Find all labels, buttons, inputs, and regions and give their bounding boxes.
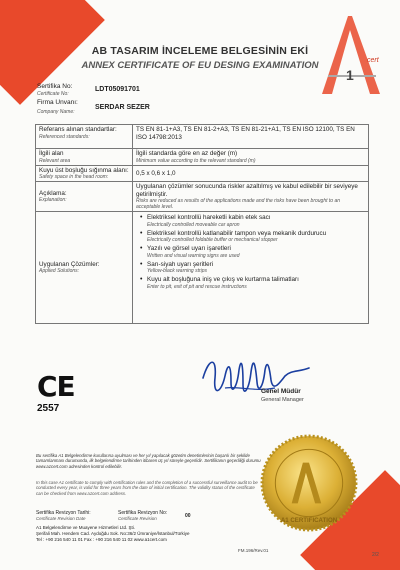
standards-value: TS EN 81-1+A3, TS EN 81-2+A3, TS EN 81-21+A1, TS EN ISO 12100, TS EN ISO 14798:2013 xyxy=(136,126,355,141)
solutions-label-en: Applied Solutions: xyxy=(39,268,80,275)
list-item xyxy=(140,261,365,275)
solution-text: • Sarı-siyah uyarı şeritleri xyxy=(147,260,214,268)
safety-space-label: Kuyu üst boşluğu sığınma alanı: xyxy=(39,166,129,174)
revision-no-value: 00 xyxy=(185,513,191,519)
validity-note: Bu sertifika A1 Belgelendirme kurullarına uyulması ve her yıl yapılacak gözetim denetimlerinin başarılı bir şekilde tamamlanması durumunda, ilk belgelendirme tarihinden itibaren üç yıl süreyle geçerlidir. Sertifikanın geçerliliği durumu www.a1cert.com adresinden kontrol edilebilir. xyxy=(36,453,261,469)
page-title: AB TASARIM İNCELEME BELGESİNİN EKİ xyxy=(91,45,309,57)
explanation-value-en: Risks are reduced as results of the applications made and the risks have been brought to an acceptable level. xyxy=(136,198,341,210)
solution-text: • Kuyu alt boşluğuna iniş ve çıkış ve kurtarma talimatları xyxy=(147,276,299,283)
issuer-company-name: A1 Belgelendirme ve Muayene Hizmetleri Ltd. Şti. xyxy=(36,525,136,530)
certificate-no-value: LDT05091701 xyxy=(95,86,140,93)
solution-text-en: Electrically controlled moveable car apron xyxy=(147,221,240,228)
seal-text: A1 CERTIFICATION xyxy=(280,516,338,524)
safety-space-value: 0,5 x 0,6 x 1,0 xyxy=(136,169,176,177)
solutions-label: Uygulanan Çözümler: xyxy=(39,260,100,268)
solution-text-en: Yellow-black warning strips xyxy=(147,268,208,274)
revision-no-label: Sertifika Revizyon No: xyxy=(118,510,168,516)
revision-date-label-en: Certificate Revision Date xyxy=(36,516,86,521)
company-name-value: SERDAR SEZER xyxy=(95,104,150,111)
standards-label: Referans alınan standartlar: xyxy=(39,126,117,133)
solutions-list xyxy=(136,214,365,290)
explanation-value: Uygulanan çözümler sonucunda riskler azaltılmış ve kabul edilebilir bir seviyeye getirilmiştir. xyxy=(136,183,358,198)
table-row xyxy=(36,182,369,212)
certificate-no-label-en: Certificate No: xyxy=(37,91,69,97)
safety-space-label-en: Safety space in the head room: xyxy=(39,174,109,180)
table-row xyxy=(36,212,369,324)
field-label-en: Relevant area xyxy=(39,157,71,164)
issuer-address: Şerifali Mah. Hendem Cad. Aydoğdu Sok. No:36/2 Ümraniye/İstanbul/Türkiye xyxy=(36,531,190,536)
list-item xyxy=(140,230,365,244)
signatory-title: Genel Müdür xyxy=(261,388,301,395)
validity-note-en: In this case A1 certificate to comply with certification rules and the completion of a successful surveillance audit to be conducted every year, is valid for three years from the date of initial certification. The validity status of the certificate can be checked from www.a1cert.com address. xyxy=(36,480,258,496)
solution-text-en: Written and visual warning signs are used xyxy=(147,252,240,259)
company-name-label: Firma Unvanı: xyxy=(37,99,78,106)
ce-mark-icon: CE xyxy=(37,370,75,403)
solution-text: • Elektriksel kontrollü katlanabilir tampon veya mekanik durdurucu xyxy=(147,229,327,237)
solution-text: • Yazılı ve görsel uyarı işaretleri xyxy=(147,245,231,252)
form-number: FM.196/Rev.01 xyxy=(238,548,269,553)
list-item xyxy=(140,245,365,259)
field-label: İlgili alan xyxy=(39,150,64,157)
company-name-label-en: Company Name: xyxy=(37,109,75,115)
field-value-en: Minimum value according to the relevant standard (m) xyxy=(136,157,256,164)
explanation-label: Açıklama: xyxy=(39,189,67,197)
table-row xyxy=(36,165,369,182)
revision-date-label: Sertifika Revizyon Tarihi: xyxy=(36,510,91,516)
notified-body-number: 2557 xyxy=(37,403,60,414)
list-item xyxy=(140,214,365,228)
signatory-title-en: General Manager xyxy=(261,397,304,403)
solution-text-en: Enter to pit, exit of pit and rescue instructions xyxy=(147,283,247,290)
field-value: İlgili standarda göre en az değer (m) xyxy=(136,150,238,157)
page-subtitle: ANNEX CERTIFICATE OF EU DESING EXAMINATION xyxy=(81,60,319,71)
page-number: 2/2 xyxy=(372,552,379,558)
solution-text-en: Electrically controlled foldable buffer or mechanical stopper xyxy=(147,237,278,243)
standards-label-en: Referenced standards: xyxy=(39,133,90,140)
revision-no-label-en: Certificate Revision xyxy=(118,516,157,521)
svg-text:1: 1 xyxy=(346,67,354,83)
issuer-contact: Tel : +90 216 540 11 01 Fax : +90 216 540 11 02 www.a1cert.com xyxy=(36,537,167,542)
gold-seal-icon xyxy=(258,432,360,534)
certificate-no-label: Sertifika No: xyxy=(37,83,73,90)
solution-text: • Elektriksel kontrollü hareketli kabin etek sacı xyxy=(147,214,271,221)
certificate-details-table xyxy=(35,124,369,324)
explanation-label-en: Explanation: xyxy=(39,197,67,204)
list-item xyxy=(140,276,365,290)
table-row xyxy=(36,149,369,166)
table-row xyxy=(36,125,369,149)
logo-text: cert xyxy=(367,57,379,64)
